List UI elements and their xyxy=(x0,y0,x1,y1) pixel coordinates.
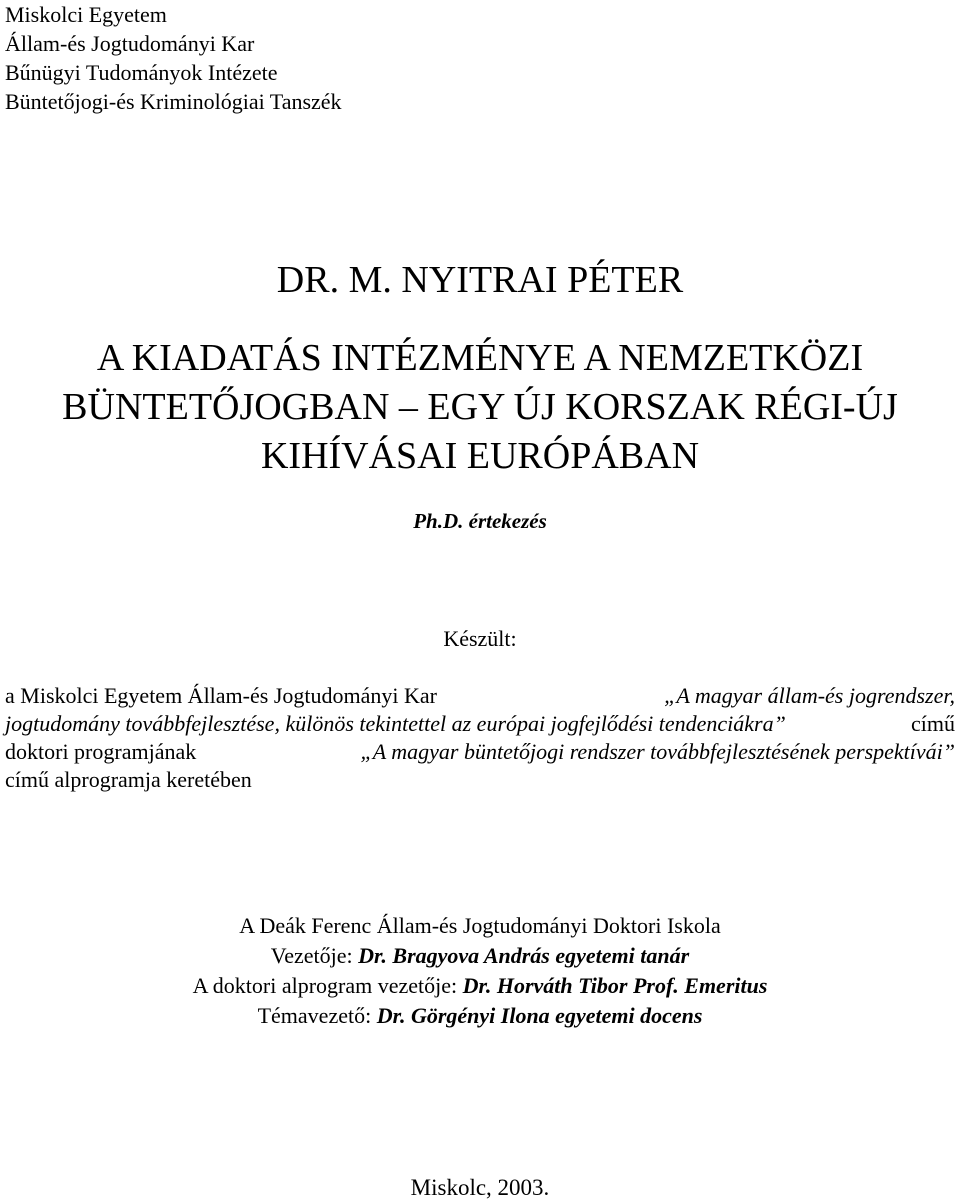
institution-header xyxy=(5,0,342,116)
paragraph-text: című alprogramja keretében xyxy=(5,767,252,792)
thesis-title-line: KIHÍVÁSAI EURÓPÁBAN xyxy=(260,435,700,477)
school-head-name: Dr. Bragyova András egyetemi tanár xyxy=(358,943,690,968)
program-title-text: „A magyar állam-és jogrendszer, xyxy=(664,683,955,708)
program-title-text: jogtudomány továbbfejlesztése, különös tekintettel az európai jogfejlődési tendenciákra” xyxy=(5,711,786,736)
paragraph-text: című xyxy=(911,711,955,736)
paragraph-text: doktori programjának xyxy=(5,739,197,764)
university-name: Miskolci Egyetem xyxy=(5,2,167,27)
subprogram-head-name: Dr. Horváth Tibor Prof. Emeritus xyxy=(462,973,768,998)
program-paragraph xyxy=(5,682,955,794)
faculty-name: Állam-és Jogtudományi Kar xyxy=(5,31,255,56)
thesis-title xyxy=(0,334,960,481)
paragraph-line xyxy=(5,738,955,766)
supervisor-line xyxy=(0,1001,960,1031)
subprogram-title-text: „A magyar büntetőjogi rendszer továbbfejlesztésének perspektívái” xyxy=(360,739,955,764)
paragraph-line xyxy=(5,766,955,794)
subprogram-head-label: A doktori alprogram vezetője: xyxy=(192,973,463,998)
place-and-date: Miskolc, 2003. xyxy=(410,1175,550,1200)
school-head-line xyxy=(0,941,960,971)
doctoral-school-name: A Deák Ferenc Állam-és Jogtudományi Doktori Iskola xyxy=(239,913,721,938)
author-name: DR. M. NYITRAI PÉTER xyxy=(276,259,684,301)
paragraph-text: a Miskolci Egyetem Állam-és Jogtudományi Kar xyxy=(5,683,437,708)
paragraph-line xyxy=(5,682,955,710)
paragraph-line xyxy=(5,710,955,738)
thesis-title-line: BÜNTETŐJOGBAN – EGY ÚJ KORSZAK RÉGI-ÚJ xyxy=(62,386,898,428)
thesis-title-line: A KIADATÁS INTÉZMÉNYE A NEMZETKÖZI xyxy=(96,337,864,379)
school-head-label: Vezetője: xyxy=(270,943,359,968)
prepared-label: Készült: xyxy=(443,626,517,651)
institute-name: Bűnügyi Tudományok Intézete xyxy=(5,60,278,85)
supervisor-label: Témavezető: xyxy=(257,1003,377,1028)
subprogram-head-line xyxy=(0,971,960,1001)
supervisor-name: Dr. Görgényi Ilona egyetemi docens xyxy=(376,1003,703,1028)
degree-label: Ph.D. értekezés xyxy=(413,509,547,533)
department-name: Büntetőjogi-és Kriminológiai Tanszék xyxy=(5,89,342,114)
doctoral-school-block xyxy=(0,911,960,1031)
